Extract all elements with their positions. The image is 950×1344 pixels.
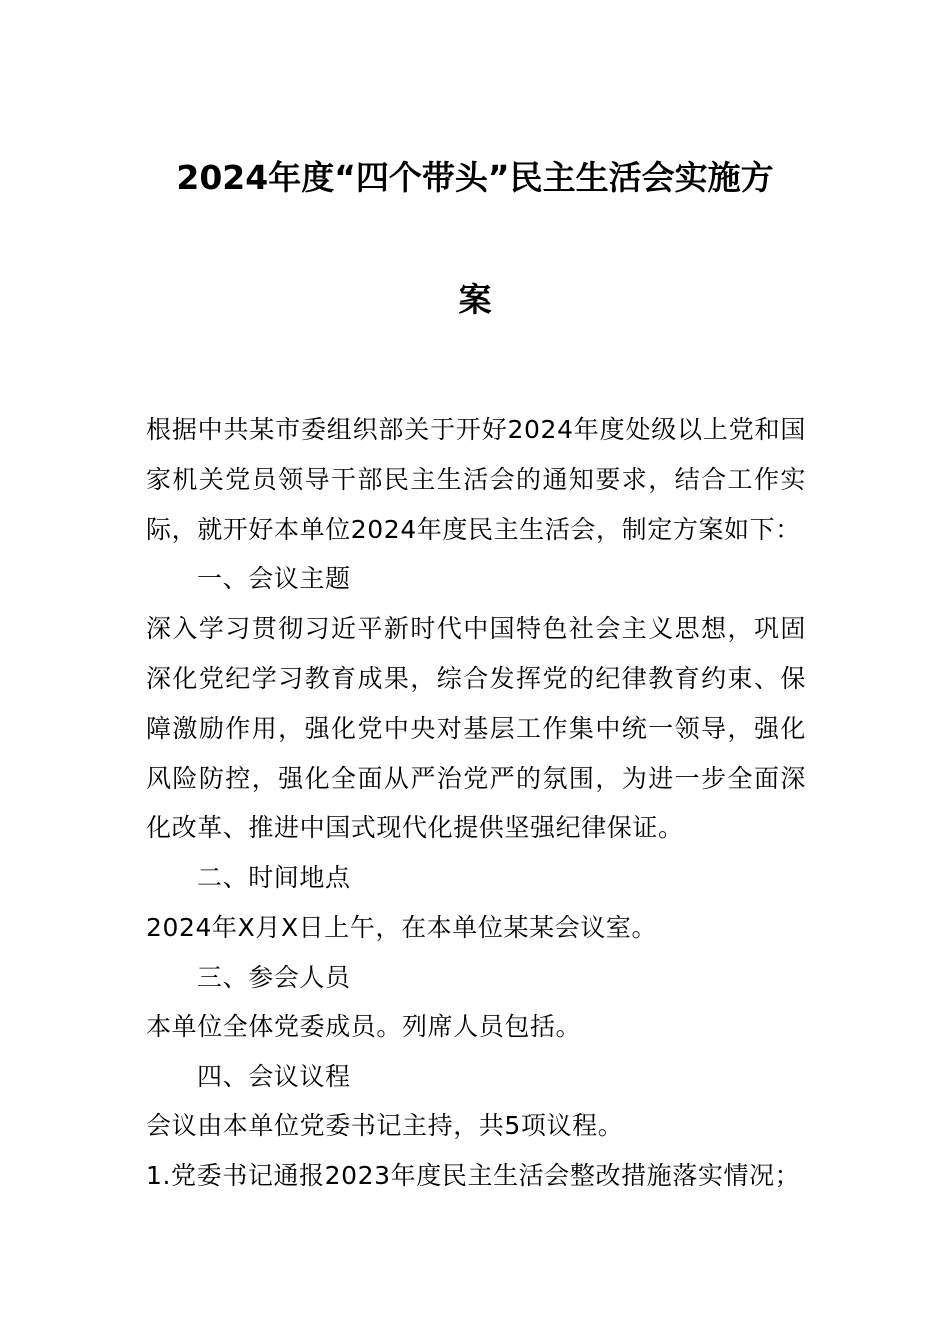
document-title-line-2: 案	[458, 280, 492, 319]
intro-line-2: 家机关党员领导干部民主生活会的通知要求，结合工作实	[146, 465, 806, 494]
section-1-line-1: 深入学习贯彻习近平新时代中国特色社会主义思想，巩固	[146, 614, 806, 643]
document-title-line-1: 2024年度“四个带头”民主生活会实施方	[176, 158, 774, 197]
section-1-heading: 一、会议主题	[197, 564, 351, 593]
section-4-text: 会议由本单位党委书记主持，共5项议程。	[146, 1111, 624, 1140]
intro-line-1: 根据中共某市委组织部关于开好2024年度处级以上党和国	[146, 415, 806, 444]
section-2-text: 2024年X月X日上午，在本单位某某会议室。	[146, 913, 658, 942]
intro-line-3: 际，就开好本单位2024年度民主生活会，制定方案如下：	[146, 515, 801, 544]
section-4-heading: 四、会议议程	[197, 1062, 351, 1091]
section-3-heading: 三、参会人员	[197, 963, 351, 992]
section-1-line-4: 风险防控，强化全面从严治党严的氛围，为进一步全面深	[146, 764, 806, 793]
section-3-text: 本单位全体党委成员。列席人员包括。	[146, 1012, 582, 1041]
section-2-heading: 二、时间地点	[197, 863, 351, 892]
section-1-line-5: 化改革、推进中国式现代化提供坚强纪律保证。	[146, 813, 684, 842]
section-4-item-1: 1.党委书记通报2023年度民主生活会整改措施落实情况；	[146, 1161, 801, 1190]
section-1-line-2: 深化党纪学习教育成果，综合发挥党的纪律教育约束、保	[146, 664, 806, 693]
section-1-line-3: 障激励作用，强化党中央对基层工作集中统一领导，强化	[146, 714, 806, 743]
